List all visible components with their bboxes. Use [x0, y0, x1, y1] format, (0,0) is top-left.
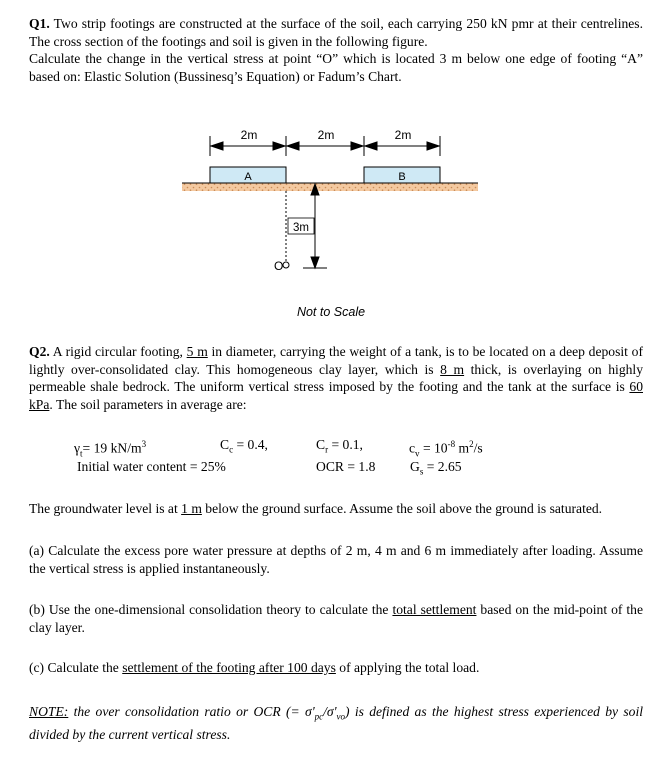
param-cr: $C_r = 0.1$,	[316, 437, 363, 455]
part-c-paragraph: (c) Calculate the settlement of the footing after 100 days of applying the total load.	[29, 660, 480, 675]
q2-stress: 60 kPa	[29, 379, 643, 412]
q2-label: Q2.	[29, 344, 50, 359]
q2-text-c: thick, is overlaying on highly permeable shale bedrock. The uniform vertical stress imposed by the footing and the tank at the surface is	[29, 361, 643, 394]
figure-caption: Not to Scale	[296, 305, 366, 319]
point-o-marker	[283, 262, 289, 268]
part-a-paragraph: (a) Calculate the excess pore water pressure at depths of 2 m, 4 m and 6 m immediately after loading. Assume the vertical stress is applied instantaneously.	[29, 543, 643, 576]
part-c-link: settlement of the footing after 100 days	[122, 660, 336, 675]
q2-thickness: 8 m	[440, 361, 465, 377]
param-water-content: Initial water content = 25%	[77, 459, 226, 474]
note-label: NOTE:	[29, 704, 69, 719]
q2-paragraph	[29, 343, 643, 413]
param-cc: $C_c = 0.4$,	[220, 437, 268, 455]
part-b-paragraph: (b) Use the one-dimensional consolidation theory to calculate the total settlement based on the mid-point of the clay layer.	[29, 602, 644, 635]
dim-label-right: 2m	[394, 128, 412, 142]
note-paragraph: NOTE: the over consolidation ratio or OCR (= $\sigma'_{pc}/\sigma'_{vo}$) is defined as the highest stress experienced by soil divided by the current vertical stress.	[29, 704, 644, 743]
dim-label-left: 2m	[240, 128, 258, 142]
q2-diameter: 5 m	[186, 344, 208, 359]
groundwater-paragraph: The groundwater level is at 1 m below the ground surface. Assume the soil above the ground is saturated.	[29, 501, 603, 516]
q2-text-a: A rigid circular footing,	[49, 344, 187, 359]
q1-text: Two strip footings are constructed at the surface of the soil, each carrying 250 kN pmr at their centrelines. The cross section of the footings and soil is given in the following figure.	[29, 16, 643, 49]
param-gs: $G_s = 2.65$	[410, 459, 462, 477]
q1-text-2: Calculate the change in the vertical stress at point “O” which is located 3 m below one edge of footing “A” based on: Elastic Solution (Bussinesq’s Equation) or Fadum’s Chart.	[29, 51, 643, 84]
soil-surface	[182, 183, 478, 191]
gw-depth: 1 m	[181, 501, 202, 516]
param-ocr: OCR = 1.8	[316, 459, 376, 474]
depth-label: 3m	[293, 222, 309, 234]
point-o-label: O	[274, 259, 284, 273]
part-b-link: total settlement	[392, 602, 477, 617]
dim-label-mid: 2m	[317, 128, 335, 142]
footing-figure	[0, 0, 671, 330]
footing-b-label: B	[398, 171, 406, 183]
q1-label: Q1.	[29, 16, 50, 31]
footing-a-label: A	[244, 171, 252, 183]
q2-text-b: in diameter, carrying the weight of a tank, is to be located on a deep deposit of lightly over-consolidated clay. This homogeneous clay layer, which is	[29, 344, 644, 377]
param-gamma: $\gamma_t= 19$ $kN/m^3$	[74, 439, 147, 459]
param-cv: $c_v = 10^{-8}$ $m^2/s$	[409, 439, 483, 459]
q2-text-d: . The soil parameters in average are:	[49, 396, 247, 412]
